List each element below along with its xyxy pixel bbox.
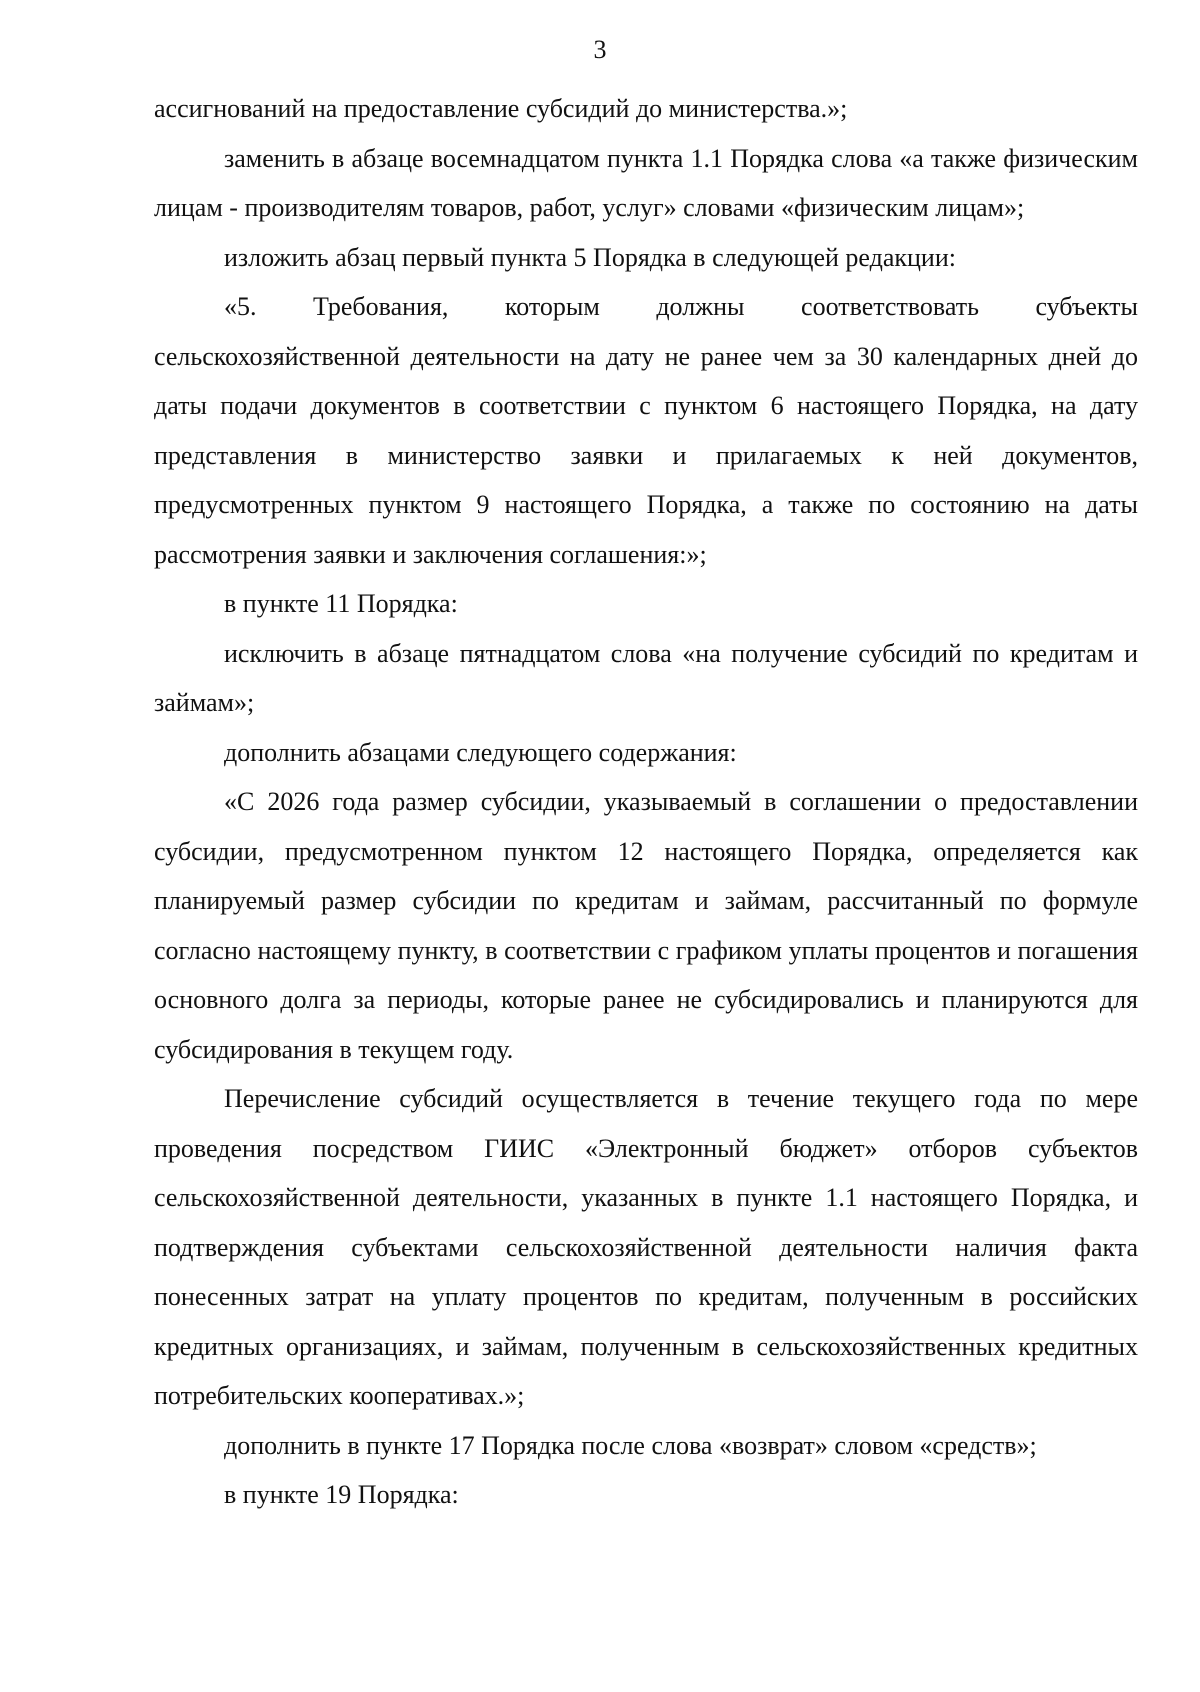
- paragraph-10: дополнить в пункте 17 Порядка после слова «возврат» словом «средств»;: [224, 1430, 1037, 1460]
- document-body: [154, 84, 1138, 1520]
- paragraph-3: изложить абзац первый пункта 5 Порядка в следующей редакции:: [224, 242, 956, 272]
- paragraph-7: дополнить абзацами следующего содержания:: [224, 737, 737, 767]
- paragraph-6: исключить в абзаце пятнадцатом слова «на получение субсидий по кредитам и займам»;: [154, 638, 1138, 717]
- paragraph-4: «5. Требования, которым должны соответствовать субъекты сельскохозяйственной деятельности на дату не ранее чем за 30 календарных дней до даты подачи документов в соответствии с пунктом 6 настоящего Порядка, на дату представления в министерство заявки и прилагаемых к ней документов, предусмотренных пунктом 9 настоящего Порядка, а также по состоянию на даты рассмотрения заявки и заключения соглашения:»;: [154, 292, 1138, 569]
- paragraph-2: заменить в абзаце восемнадцатом пункта 1.1 Порядка слова «а также физическим лицам - производителям товаров, работ, услуг» словами «физическим лицам»;: [154, 143, 1138, 222]
- paragraph-11: в пункте 19 Порядка:: [224, 1480, 459, 1509]
- paragraph-9: Перечисление субсидий осуществляется в течение текущего года по мере проведения посредством ГИИС «Электронный бюджет» отборов субъектов сельскохозяйственной деятельности, указанных в пункте 1.1 настоящего Порядка, и подтверждения субъектами сельскохозяйственной деятельности наличия факта понесенных затрат на уплату процентов по кредитам, полученным в российских кредитных организациях, и займам, полученным в сельскохозяйственных кредитных потребительских кооперативах.»;: [154, 1084, 1138, 1410]
- paragraph-1: ассигнований на предоставление субсидий до министерства.»;: [154, 94, 848, 123]
- page-number: 3: [593, 35, 607, 64]
- paragraph-8: «С 2026 года размер субсидии, указываемый в соглашении о предоставлении субсидии, предусмотренном пунктом 12 настоящего Порядка, определяется как планируемый размер субсидии по кредитам и займам, рассчитанный по формуле согласно настоящему пункту, в соответствии с графиком уплаты процентов и погашения основного долга за периоды, которые ранее не субсидировались и планируются для субсидирования в текущем году.: [154, 787, 1138, 1064]
- paragraph-5: в пункте 11 Порядка:: [224, 589, 458, 618]
